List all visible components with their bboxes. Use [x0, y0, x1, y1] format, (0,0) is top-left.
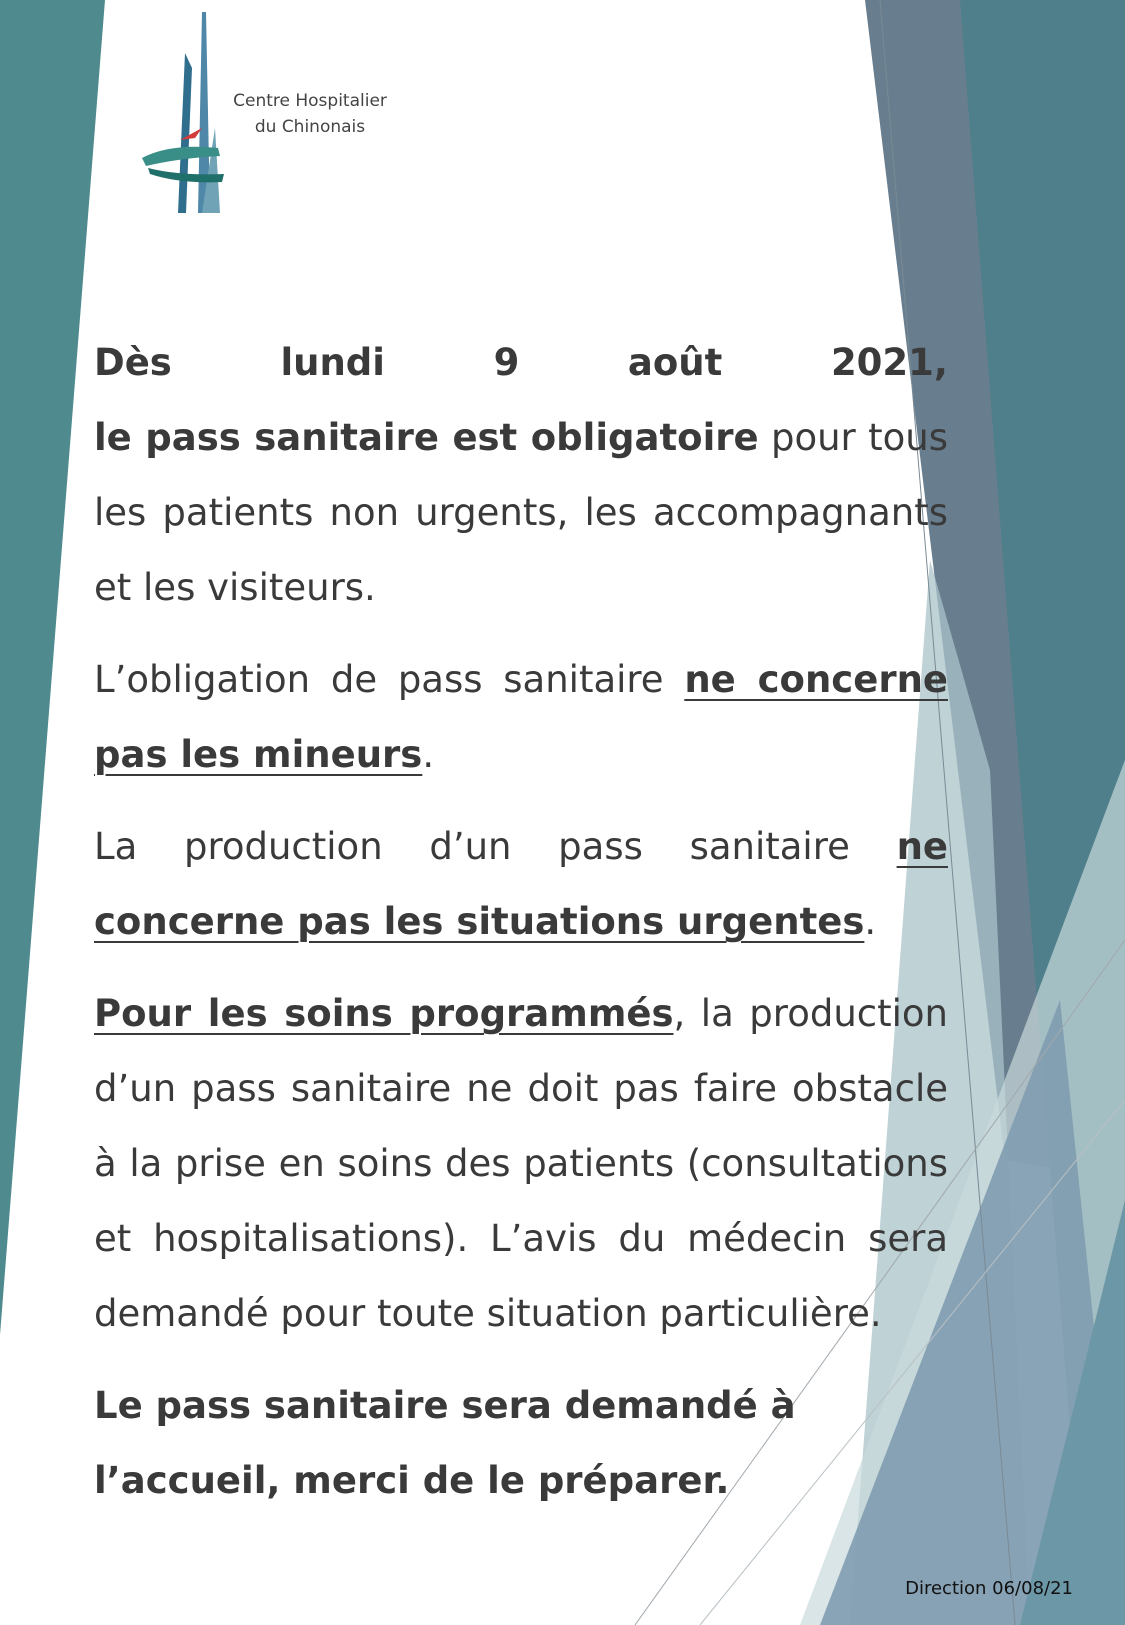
date-word: lundi — [280, 341, 385, 384]
footer-direction-date: Direction 06/08/21 — [905, 1578, 1073, 1599]
period: . — [864, 900, 877, 943]
urgent-underlined: ne concerne pas les situations urgentes — [94, 825, 948, 943]
paragraph-5 — [94, 1368, 948, 1518]
logo-line-1: Centre Hospitalier — [233, 91, 387, 111]
paragraph-2-text: L’obligation de pass sanitaire — [94, 658, 685, 701]
date-word: août — [627, 341, 723, 384]
date-word: 2021, — [830, 341, 948, 384]
notice-body — [94, 325, 948, 1535]
paragraph-3 — [94, 809, 948, 959]
paragraph-1-text: pour tous les patients non urgents, les accompagnants et les visiteurs. — [94, 416, 948, 609]
logo-emblem-icon — [140, 8, 240, 213]
hospital-logo — [140, 8, 390, 213]
logo-line-2: du Chinonais — [254, 117, 366, 137]
date-word: 9 — [493, 341, 520, 384]
paragraph-1 — [94, 325, 948, 625]
paragraph-3-text: La production d’un pass sanitaire — [94, 825, 897, 868]
pass-obligation-bold: le pass sanitaire est obligatoire — [94, 416, 759, 459]
scheduled-care-underlined: Pour les soins programmés — [94, 992, 674, 1035]
paragraph-4-text: , la production d’un pass sanitaire ne doit pas faire obstacle à la prise en soins des patients (consultations et hospitalisations). L’avis du médecin sera demandé pour toute situation particulière. — [94, 992, 948, 1335]
date-word: Dès — [94, 341, 172, 384]
paragraph-4 — [94, 976, 948, 1351]
date-line — [94, 325, 948, 400]
period: . — [422, 733, 435, 776]
minors-underlined: ne concerne pas les mineurs — [94, 658, 949, 776]
reception-bold: Le pass sanitaire sera demandé à l’accueil, merci de le préparer. — [94, 1384, 796, 1502]
paragraph-2 — [94, 642, 948, 792]
